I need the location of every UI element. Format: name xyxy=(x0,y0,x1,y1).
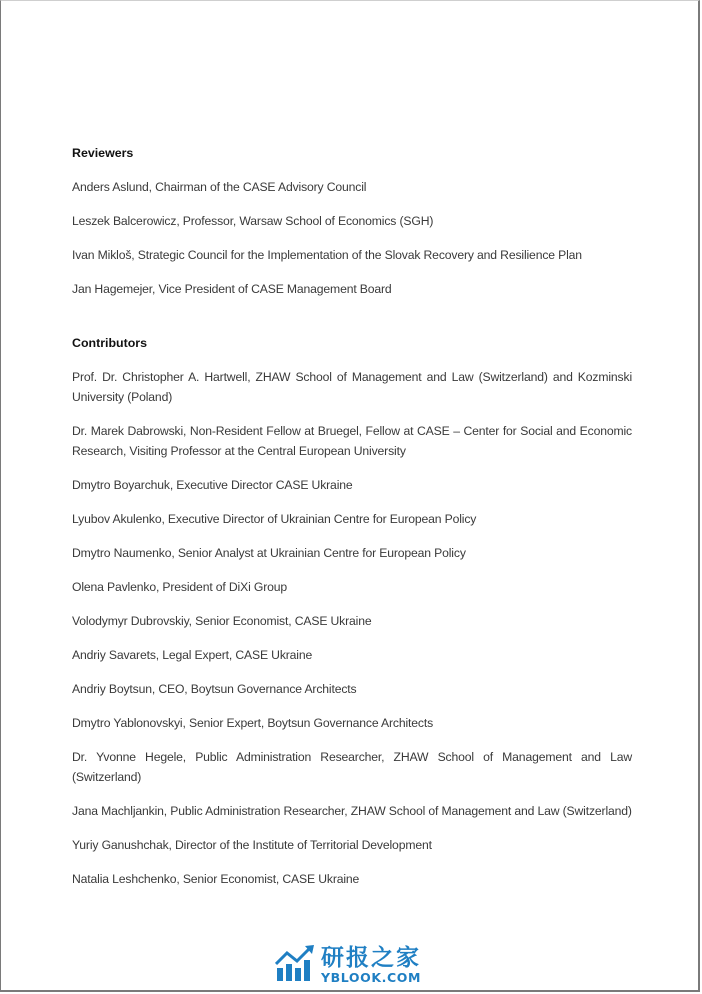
contributor-entry: Volodymyr Dubrovskiy, Senior Economist, CASE Ukraine xyxy=(72,614,372,628)
contributor-entry: Olena Pavlenko, President of DiXi Group xyxy=(72,580,287,594)
reviewers-heading: Reviewers xyxy=(72,146,134,160)
contributor-entry: Jana Machljankin, Public Administration Researcher, ZHAW School of Management and Law (Switzerland) xyxy=(72,804,632,818)
reviewer-entry: Anders Aslund, Chairman of the CASE Advisory Council xyxy=(72,180,367,194)
contributor-entry: Dr. Yvonne Hegele, Public Administration Researcher, ZHAW School of Management and Law (Switzerland) xyxy=(72,750,632,784)
rising-bar-chart-icon xyxy=(275,944,315,987)
contributor-entry: Prof. Dr. Christopher A. Hartwell, ZHAW School of Management and Law (Switzerland) and Kozminski University (Poland) xyxy=(72,370,632,404)
contributor-entry: Natalia Leshchenko, Senior Economist, CASE Ukraine xyxy=(72,872,360,886)
contributors-heading: Contributors xyxy=(72,336,148,350)
watermark-chinese-title: 研报之家 xyxy=(321,944,421,971)
watermark-text xyxy=(321,944,422,985)
contributor-entry: Lyubov Akulenko, Executive Director of Ukrainian Centre for European Policy xyxy=(72,512,477,526)
contributor-entry: Dmytro Boyarchuk, Executive Director CASE Ukraine xyxy=(72,478,353,492)
page-content xyxy=(72,143,632,903)
contributors-section xyxy=(72,333,632,889)
contributor-entry: Andriy Savarets, Legal Expert, CASE Ukraine xyxy=(72,648,313,662)
watermark-url: YBLOOK.COM xyxy=(321,969,422,985)
contributor-entry: Dmytro Naumenko, Senior Analyst at Ukrainian Centre for European Policy xyxy=(72,546,466,560)
contributor-entry: Dr. Marek Dabrowski, Non-Resident Fellow at Bruegel, Fellow at CASE – Center for Social and Economic Research, Visiting Professor at the Central European University xyxy=(72,424,632,458)
reviewer-entry: Jan Hagemejer, Vice President of CASE Management Board xyxy=(72,282,392,296)
contributor-entry: Andriy Boytsun, CEO, Boytsun Governance Architects xyxy=(72,682,357,696)
contributor-entry: Yuriy Ganushchak, Director of the Institute of Territorial Development xyxy=(72,838,432,852)
contributor-entry: Dmytro Yablonovskyi, Senior Expert, Boytsun Governance Architects xyxy=(72,716,434,730)
reviewers-section xyxy=(72,143,632,299)
reviewer-entry: Leszek Balcerowicz, Professor, Warsaw School of Economics (SGH) xyxy=(72,214,434,228)
reviewer-entry: Ivan Mikloš, Strategic Council for the Implementation of the Slovak Recovery and Resilience Plan xyxy=(72,248,582,262)
yblook-watermark xyxy=(275,944,421,987)
